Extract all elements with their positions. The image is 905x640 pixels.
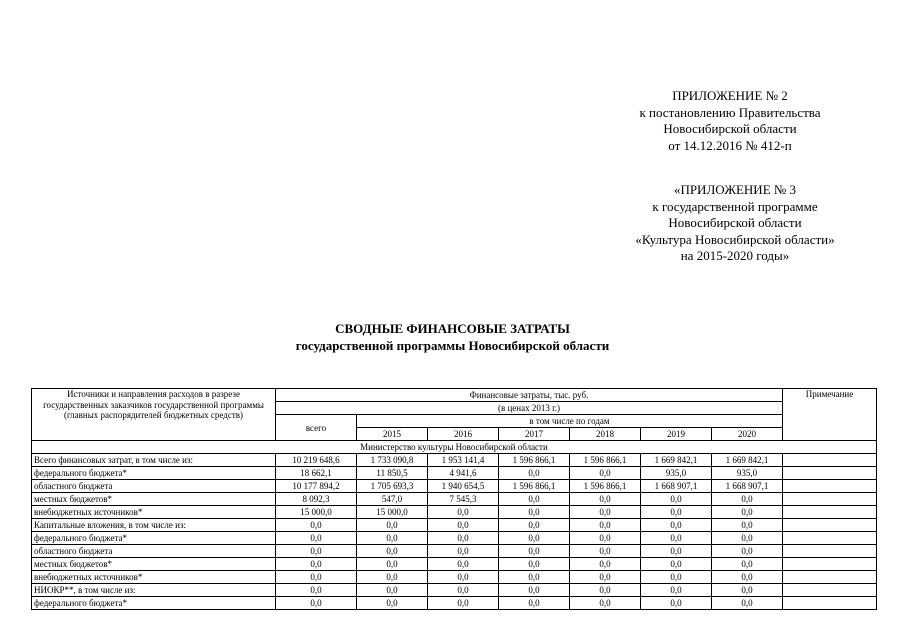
table-row: [32, 571, 877, 584]
year-header: 2017: [499, 428, 570, 441]
row-value: 0,0: [276, 597, 357, 610]
row-value: 0,0: [499, 597, 570, 610]
year-header: 2016: [428, 428, 499, 441]
row-value: 15 000,0: [276, 506, 357, 519]
row-value: 0,0: [570, 571, 641, 584]
row-value: 0,0: [499, 519, 570, 532]
annex-line: к постановлению Правительства: [639, 104, 821, 120]
row-value: 0,0: [428, 584, 499, 597]
row-value: 0,0: [428, 519, 499, 532]
row-value: 0,0: [570, 519, 641, 532]
row-value: 0,0: [641, 597, 712, 610]
row-value: 0,0: [712, 519, 783, 532]
row-note: [783, 532, 877, 545]
row-note: [783, 571, 877, 584]
row-label: федерального бюджета*: [32, 532, 276, 545]
row-value: 1 669 842,1: [641, 454, 712, 467]
annex-line: к государственной программе: [652, 198, 818, 214]
row-value: 0,0: [641, 558, 712, 571]
row-value: 0,0: [712, 493, 783, 506]
row-value: 0,0: [276, 558, 357, 571]
row-note: [783, 545, 877, 558]
row-label: Всего финансовых затрат, в том числе из:: [32, 454, 276, 467]
row-value: 0,0: [499, 558, 570, 571]
row-label: областного бюджета: [32, 480, 276, 493]
document-title: [0, 320, 905, 354]
row-value: 0,0: [357, 558, 428, 571]
annex-line: «ПРИЛОЖЕНИЕ № 3: [673, 182, 797, 197]
table-row: [32, 506, 877, 519]
annex-line: Новосибирской области: [668, 215, 802, 230]
row-value: 0,0: [428, 545, 499, 558]
table-row: [32, 454, 877, 467]
row-value: 935,0: [641, 467, 712, 480]
note-header: Примечание: [783, 389, 877, 441]
row-value: 1 596 866,1: [499, 480, 570, 493]
row-value: 1 596 866,1: [570, 454, 641, 467]
row-label: федерального бюджета*: [32, 597, 276, 610]
row-value: 0,0: [641, 493, 712, 506]
row-value: 0,0: [712, 532, 783, 545]
row-value: 1 668 907,1: [641, 480, 712, 493]
years-group-header: в том числе по годам: [357, 415, 783, 428]
row-value: 0,0: [428, 571, 499, 584]
source-header: Источники и направления расходов в разрезе государственных заказчиков государственной программы (главных распорядителей бюджетных средств): [32, 389, 276, 441]
table-row: [32, 519, 877, 532]
row-value: 935,0: [712, 467, 783, 480]
row-value: 1 668 907,1: [712, 480, 783, 493]
row-value: 0,0: [499, 571, 570, 584]
row-note: [783, 480, 877, 493]
row-value: 0,0: [276, 532, 357, 545]
row-label: областного бюджета: [32, 545, 276, 558]
table-row: [32, 480, 877, 493]
row-value: 0,0: [641, 571, 712, 584]
row-value: 0,0: [570, 584, 641, 597]
annex-header-3: [600, 182, 870, 265]
row-label: федерального бюджета*: [32, 467, 276, 480]
row-value: 0,0: [428, 506, 499, 519]
table-row: [32, 545, 877, 558]
row-value: 0,0: [357, 571, 428, 584]
annex-line: на 2015-2020 годы»: [680, 248, 790, 263]
title-line-1: СВОДНЫЕ ФИНАНСОВЫЕ ЗАТРАТЫ: [335, 321, 570, 336]
row-value: 0,0: [570, 532, 641, 545]
row-value: 0,0: [641, 545, 712, 558]
fin-header: Финансовые затраты, тыс. руб.: [276, 389, 783, 402]
row-note: [783, 584, 877, 597]
row-value: 0,0: [428, 532, 499, 545]
row-value: 0,0: [357, 545, 428, 558]
row-label: внебюджетных источников*: [32, 571, 276, 584]
row-note: [783, 467, 877, 480]
table-row: [32, 493, 877, 506]
row-value: 0,0: [570, 506, 641, 519]
row-label: Капитальные вложения, в том числе из:: [32, 519, 276, 532]
year-header: 2019: [641, 428, 712, 441]
table-row: [32, 467, 877, 480]
row-value: 0,0: [357, 532, 428, 545]
row-value: 0,0: [276, 571, 357, 584]
row-value: 0,0: [712, 558, 783, 571]
table-row: [32, 558, 877, 571]
row-value: 1 705 693,3: [357, 480, 428, 493]
row-value: 0,0: [712, 597, 783, 610]
row-note: [783, 454, 877, 467]
total-header: всего: [276, 415, 357, 441]
row-value: 10 177 894,2: [276, 480, 357, 493]
prices-header: (в ценах 2013 г.): [276, 402, 783, 415]
title-line-2: государственной программы Новосибирской области: [295, 338, 610, 353]
annex-line: ПРИЛОЖЕНИЕ № 2: [672, 88, 788, 103]
row-value: 0,0: [712, 571, 783, 584]
annex-line: Новосибирской области: [663, 121, 797, 136]
row-value: 0,0: [570, 558, 641, 571]
row-value: 0,0: [712, 506, 783, 519]
row-value: 0,0: [357, 584, 428, 597]
row-value: 4 941,6: [428, 467, 499, 480]
row-note: [783, 506, 877, 519]
row-value: 0,0: [499, 493, 570, 506]
table-row: [32, 532, 877, 545]
row-value: 0,0: [641, 584, 712, 597]
row-value: 0,0: [428, 558, 499, 571]
row-value: 1 596 866,1: [570, 480, 641, 493]
row-value: 1 940 654,5: [428, 480, 499, 493]
row-value: 10 219 648,6: [276, 454, 357, 467]
annex-header-2: [620, 88, 840, 154]
row-value: 0,0: [276, 545, 357, 558]
row-value: 1 733 090,8: [357, 454, 428, 467]
row-value: 0,0: [570, 493, 641, 506]
row-note: [783, 519, 877, 532]
row-value: 0,0: [428, 597, 499, 610]
row-value: 11 850,5: [357, 467, 428, 480]
row-note: [783, 597, 877, 610]
row-value: 1 669 842,1: [712, 454, 783, 467]
row-note: [783, 493, 877, 506]
row-label: внебюджетных источников*: [32, 506, 276, 519]
row-value: 0,0: [570, 467, 641, 480]
row-value: 0,0: [357, 597, 428, 610]
year-header: 2020: [712, 428, 783, 441]
row-value: 0,0: [570, 545, 641, 558]
row-value: 0,0: [641, 519, 712, 532]
table-row: [32, 584, 877, 597]
year-header: 2015: [357, 428, 428, 441]
row-value: 0,0: [499, 467, 570, 480]
row-value: 0,0: [712, 545, 783, 558]
row-value: 0,0: [712, 584, 783, 597]
year-header: 2018: [570, 428, 641, 441]
row-value: 0,0: [641, 506, 712, 519]
row-value: 0,0: [499, 584, 570, 597]
row-note: [783, 558, 877, 571]
row-value: 0,0: [357, 519, 428, 532]
row-value: 0,0: [276, 584, 357, 597]
row-value: 15 000,0: [357, 506, 428, 519]
row-value: 0,0: [276, 519, 357, 532]
row-value: 0,0: [499, 506, 570, 519]
row-value: 18 662,1: [276, 467, 357, 480]
row-value: 0,0: [570, 597, 641, 610]
row-value: 0,0: [499, 545, 570, 558]
row-value: 7 545,3: [428, 493, 499, 506]
row-value: 1 953 141,4: [428, 454, 499, 467]
section-header: Министерство культуры Новосибирской области: [32, 441, 877, 454]
row-value: 1 596 866,1: [499, 454, 570, 467]
annex-line: от 14.12.2016 № 412-п: [668, 137, 792, 153]
row-value: 547,0: [357, 493, 428, 506]
row-label: местных бюджетов*: [32, 493, 276, 506]
annex-line: «Культура Новосибирской области»: [635, 231, 835, 247]
row-label: НИОКР**, в том числе из:: [32, 584, 276, 597]
row-value: 0,0: [641, 532, 712, 545]
row-value: 0,0: [499, 532, 570, 545]
financial-table: [31, 388, 877, 610]
row-value: 8 092,3: [276, 493, 357, 506]
row-label: местных бюджетов*: [32, 558, 276, 571]
table-row: [32, 597, 877, 610]
